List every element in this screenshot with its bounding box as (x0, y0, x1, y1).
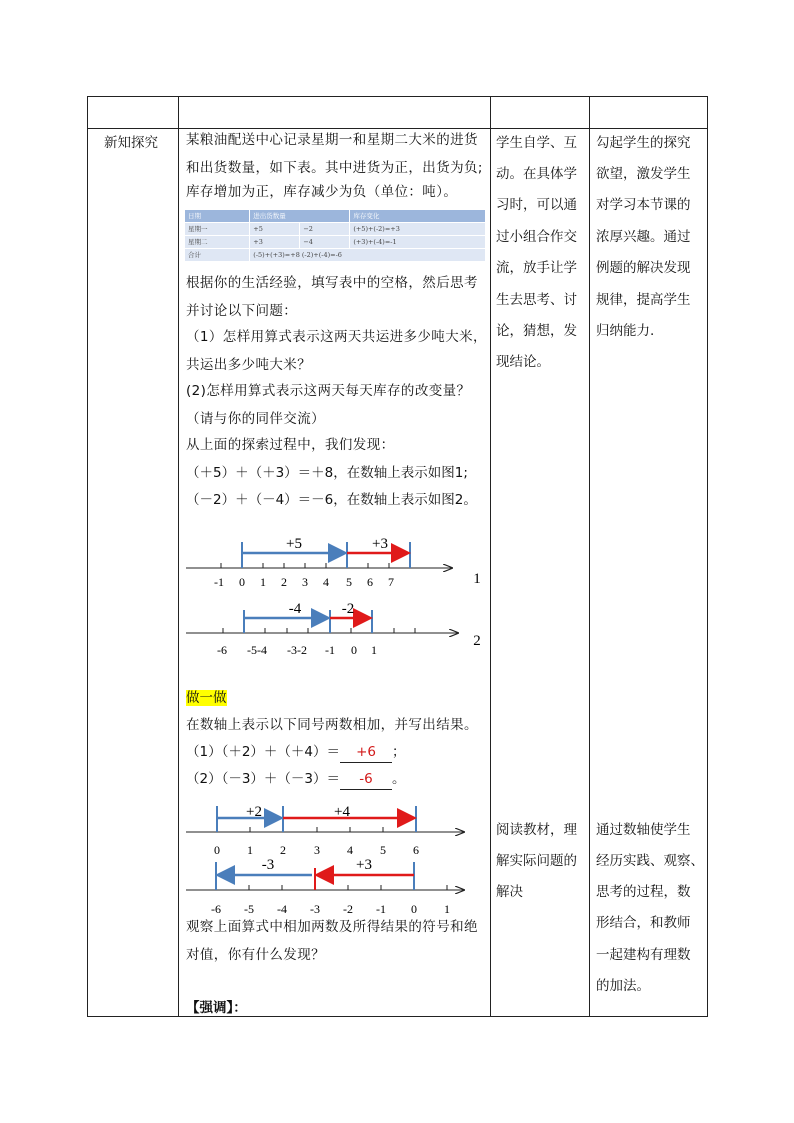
tick-label: -6 (217, 643, 227, 657)
emphasis-heading: 【强调】： (186, 1000, 247, 1016)
tick-label: 5 (346, 575, 352, 589)
question-1: （1）怎样用算式表示这两天共运进多少吨大米， (186, 329, 487, 345)
col3-line: 过小组合作交 (496, 229, 577, 245)
arrow-label: +2 (246, 804, 262, 820)
tick-label: 0 (351, 643, 357, 657)
table-cell: −2 (300, 223, 350, 236)
equation-2: （－2）＋（－4）＝－6，在数轴上表示如图2。 (186, 492, 477, 508)
tick-label: -1 (376, 902, 386, 916)
tick-label: 1 (371, 643, 377, 657)
table-cell: (-5)+(+3)=+8 (-2)+(-4)=-6 (250, 249, 486, 262)
exercise-text: （1）（＋2）＋（＋4）＝ (186, 744, 341, 760)
table-cell: (+5)+(-2)=+3 (350, 223, 486, 236)
figure-label: 1 (473, 571, 481, 587)
arrow-label: -2 (341, 601, 355, 617)
col3-line: 论，猜想，发 (496, 323, 577, 339)
table-header: 日期 (185, 210, 250, 223)
col-divider (490, 97, 491, 1016)
paragraph: 在数轴上表示以下同号两数相加，并写出结果。 (186, 717, 478, 733)
col3-line: 解决 (496, 884, 523, 900)
answer-blank: +6 (340, 742, 392, 763)
tick-label: -2 (343, 902, 353, 916)
tick-label: 5 (380, 843, 386, 857)
tick-label: 3 (302, 575, 308, 589)
table-cell: 星期一 (185, 223, 250, 236)
col4-line: 一起建构有理数 (596, 947, 691, 963)
paragraph: 观察上面算式中相加两数及所得结果的符号和绝 (186, 919, 478, 935)
tick-label: 0 (411, 902, 417, 916)
tick-label: -5-4 (247, 643, 267, 657)
intro-line-2: 和出货数量，如下表。其中进货为正，出货为负; (186, 160, 483, 176)
tick-label: 3 (314, 843, 320, 857)
col4-line: 浓厚兴趣。通过 (596, 229, 691, 245)
paragraph: 根据你的生活经验，填写表中的空格，然后思考 (186, 275, 478, 291)
intro-line-3: 库存增加为正，库存减少为负（单位：吨）。 (186, 184, 458, 200)
tick-label: -6 (211, 902, 221, 916)
table-cell: (+3)+(-4)=-1 (350, 236, 486, 249)
col4-line: 形结合，和教师 (596, 915, 691, 931)
arrow-label: +4 (334, 804, 350, 820)
tick-label: -1 (214, 575, 224, 589)
col4-line: 对学习本节课的 (596, 197, 691, 213)
tick-label: 1 (444, 902, 450, 916)
col3-line: 现结论。 (496, 354, 550, 370)
tick-label: -1 (325, 643, 335, 657)
arrow-label: +3 (372, 536, 388, 552)
col3-line: 学生自学、互 (496, 135, 577, 151)
tick-label: 4 (323, 575, 329, 589)
col4-line: 例题的解决发现 (596, 260, 691, 276)
tick-label: 0 (214, 843, 220, 857)
tick-label: 1 (260, 575, 266, 589)
number-line-figures-1-2 (180, 530, 490, 660)
exercise-text: ； (392, 744, 406, 760)
col4-line: 思考的过程，数 (596, 884, 691, 900)
col3-line: 动。在具体学 (496, 166, 577, 182)
col4-line: 的加法。 (596, 978, 650, 994)
exercise-2 (186, 764, 406, 795)
tick-label: 2 (280, 843, 286, 857)
arrow-label: -4 (288, 601, 302, 617)
table-cell: +5 (250, 223, 300, 236)
arrow-label: +5 (286, 536, 302, 552)
arrow-label: +3 (356, 857, 372, 873)
tick-label: -3-2 (287, 643, 307, 657)
number-line-figures-3-4 (180, 800, 480, 920)
tick-label: -5 (244, 902, 254, 916)
col3-line: 解实际问题的 (496, 853, 577, 869)
col-divider (178, 97, 179, 1016)
try-heading: 做一做 (186, 690, 227, 706)
tick-label: 4 (347, 843, 353, 857)
row-label: 新知探究 (104, 135, 158, 151)
tick-label: -4 (277, 902, 287, 916)
tick-label: 6 (367, 575, 373, 589)
table-cell: 星期二 (185, 236, 250, 249)
figure-label: 2 (473, 633, 481, 649)
col3-line: 生去思考、讨 (496, 292, 577, 308)
tick-label: 2 (281, 575, 287, 589)
col4-line: 经历实践、观察、 (596, 853, 704, 869)
col4-line: 通过数轴使学生 (596, 822, 691, 838)
table-header: 库存变化 (350, 210, 486, 223)
equation-1: （＋5）＋（＋3）＝＋8，在数轴上表示如图1; (186, 465, 468, 481)
intro-line-1: 某粮油配送中心记录星期一和星期二大米的进货 (186, 132, 478, 148)
col-divider (589, 97, 590, 1016)
table-cell: +3 (250, 236, 300, 249)
question-2: (2)怎样用算式表示这两天每天库存的改变量？ (186, 383, 471, 399)
paragraph: 并讨论以下问题： (186, 303, 298, 319)
question-2: （请与你的同伴交流） (186, 411, 325, 427)
table-cell: 合计 (185, 249, 250, 262)
col4-line: 勾起学生的探究 (596, 135, 691, 151)
col3-line: 流，放手让学 (496, 260, 577, 276)
tick-label: 6 (413, 843, 419, 857)
col3-line: 阅读教材，理 (496, 822, 577, 838)
question-1: 共运出多少吨大米？ (186, 357, 312, 373)
exercise-text: 。 (392, 771, 406, 787)
table-header: 进出货数量 (250, 210, 350, 223)
tick-label: 7 (388, 575, 394, 589)
arrow-label: -3 (261, 857, 275, 873)
tick-label: 0 (239, 575, 245, 589)
col3-line: 习时，可以通 (496, 197, 577, 213)
col4-line: 规律，提高学生 (596, 292, 691, 308)
rice-record-table (184, 209, 486, 262)
exercise-text: （2）（－3）＋（－3）＝ (186, 771, 341, 787)
paragraph: 对值，你有什么发现？ (186, 947, 325, 963)
table-cell: −4 (300, 236, 350, 249)
answer-blank: -6 (340, 769, 392, 790)
paragraph: 从上面的探索过程中，我们发现： (186, 437, 395, 453)
col4-line: 归纳能力. (596, 323, 655, 339)
col4-line: 欲望，激发学生 (596, 166, 691, 182)
tick-label: -3 (310, 902, 320, 916)
tick-label: 1 (247, 843, 253, 857)
